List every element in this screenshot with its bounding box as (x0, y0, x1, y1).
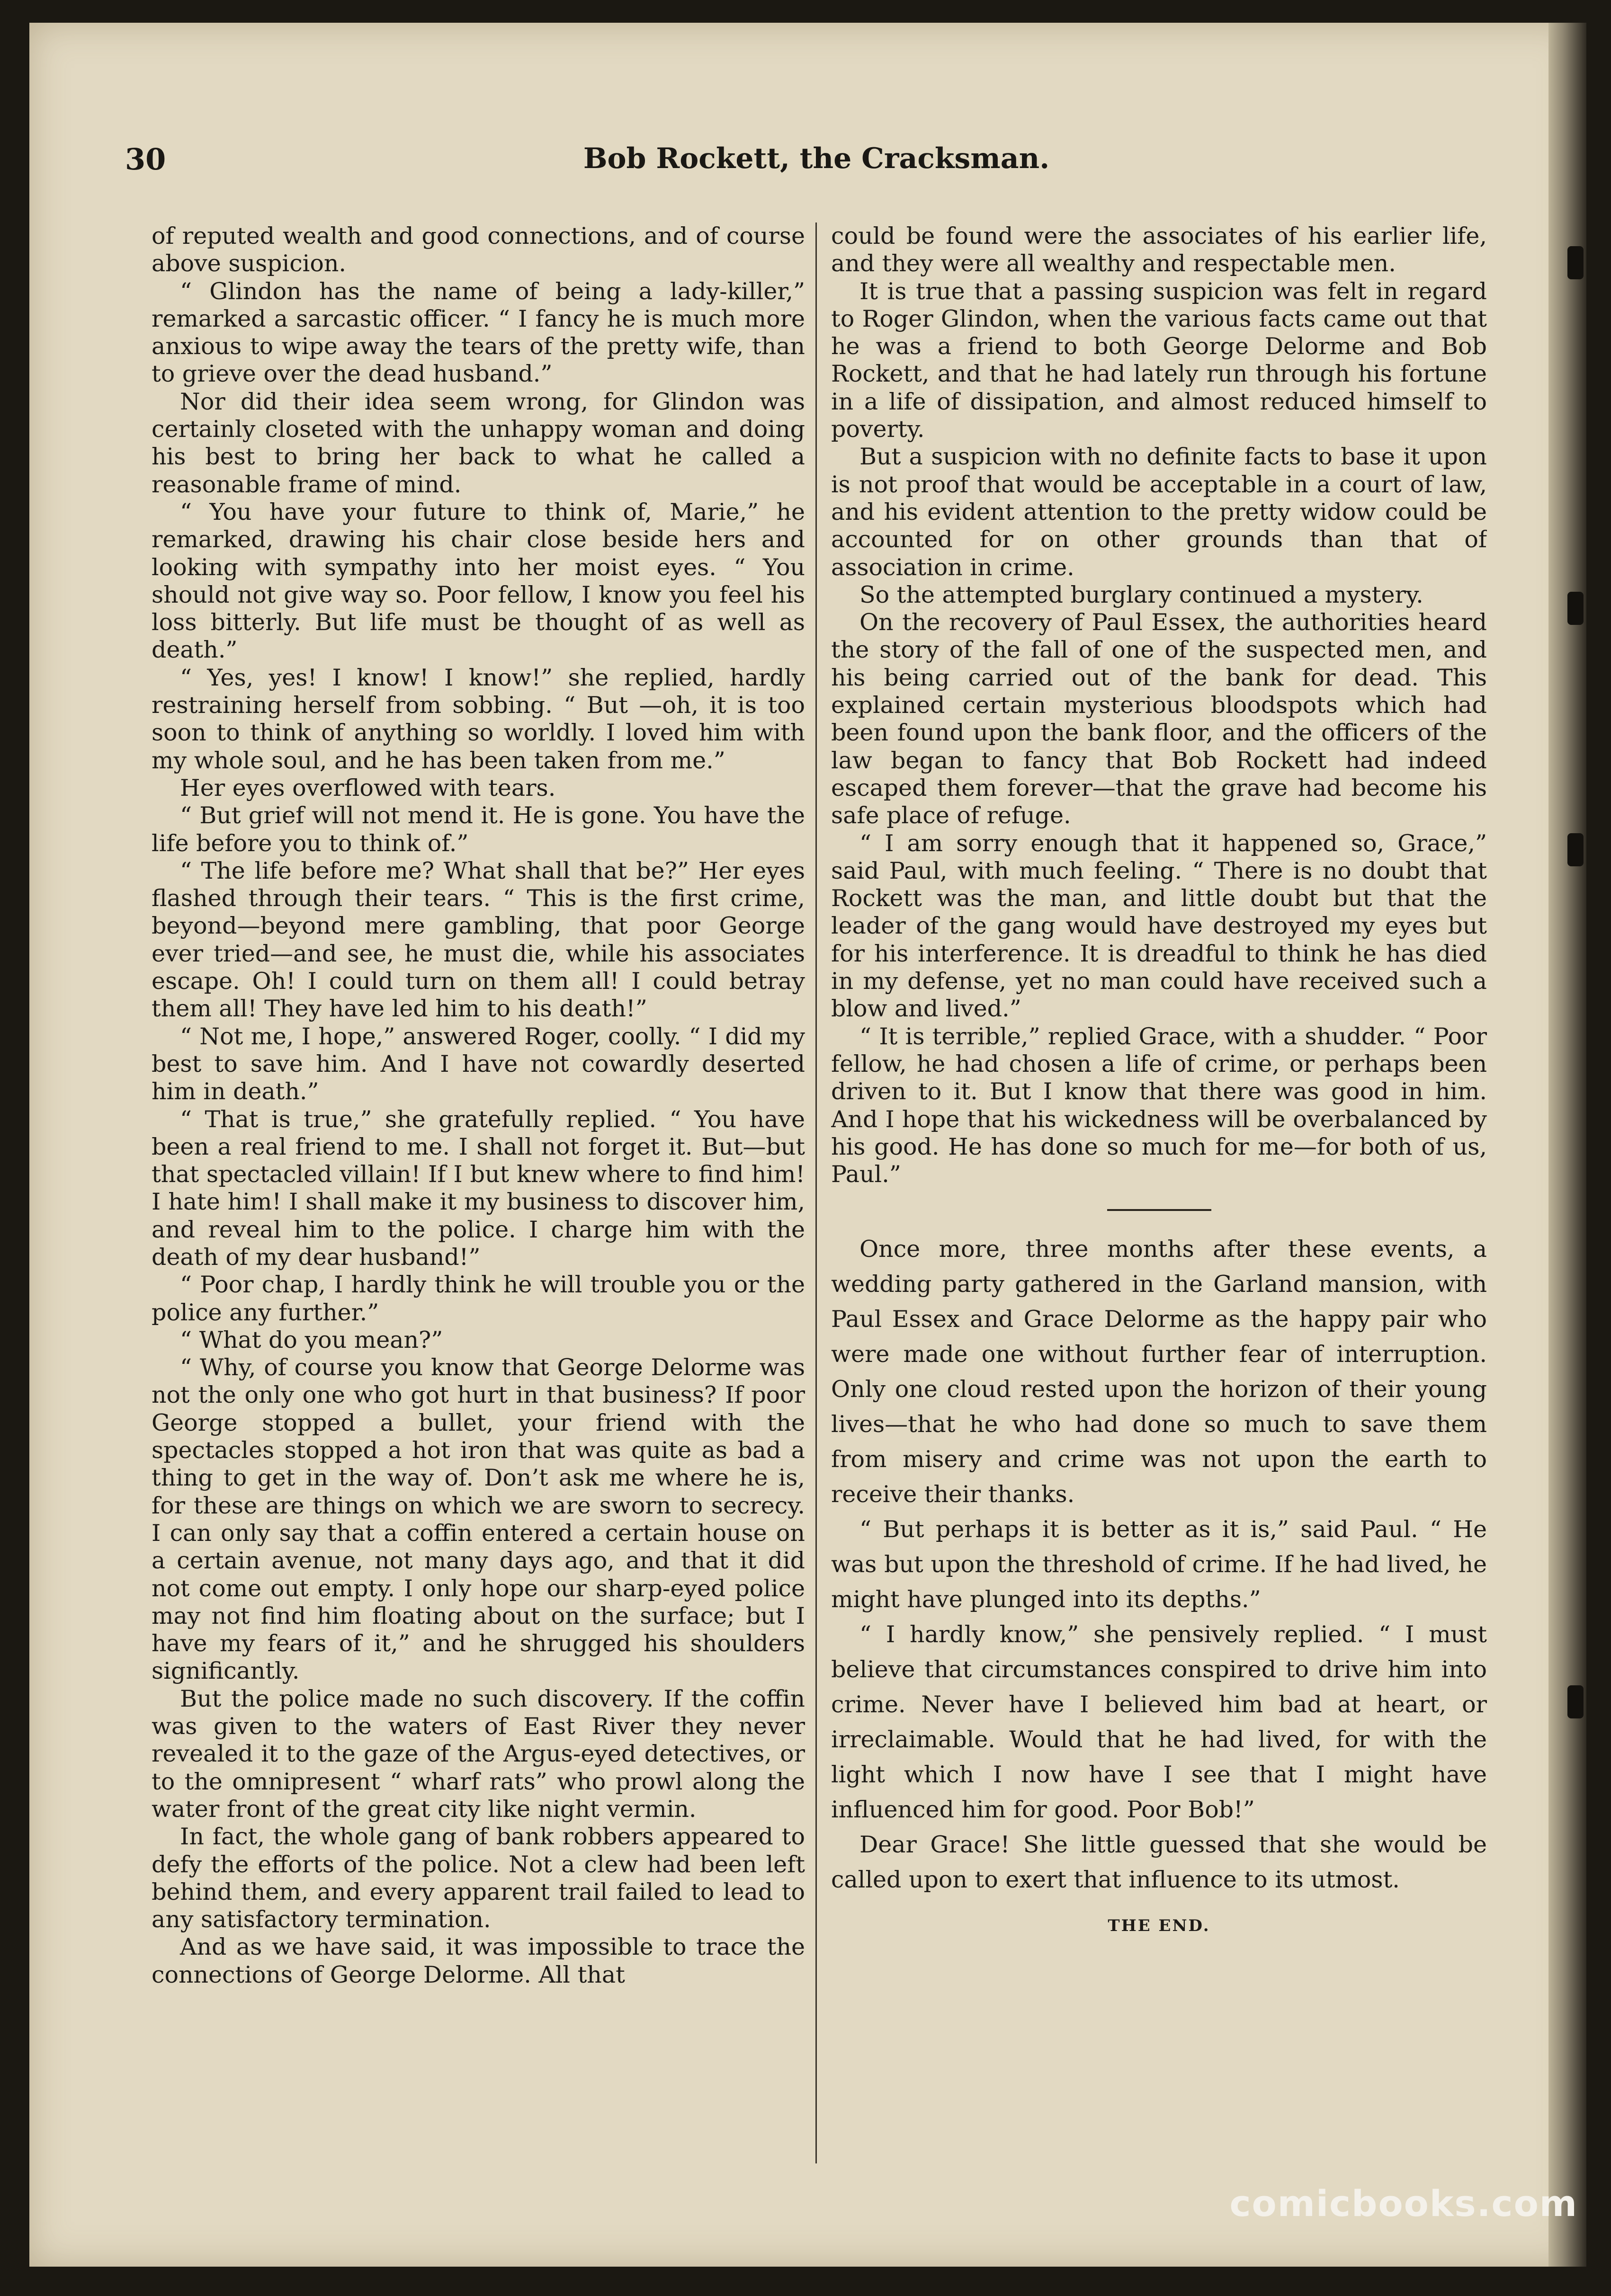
paragraph: In fact, the whole gang of bank robbers appeared to defy the efforts of the police. Not a clew had been left behind them, and every apparent trail failed to lead to any satisfactory termination. (152, 1823, 805, 1933)
paragraph: It is true that a passing suspicion was felt in regard to Roger Glindon, when the various facts came out that he was a friend to both George Delorme and Bob Rockett, and that he had lately run through his fortune in a life of dissipation, and almost reduced himself to poverty. (831, 277, 1487, 443)
paragraph: “ That is true,” she gratefully replied. “ You have been a real friend to me. I shall not forget it. But—but that spectacled villain! If I but knew where to find him! I hate him! I shall make it my business to discover him, and reveal him to the police. I charge him with the death of my dear husband!” (152, 1105, 805, 1271)
paragraph: “ Glindon has the name of being a lady-killer,” remarked a sarcastic officer. “ I fancy he is much more anxious to wipe away the tears of the pretty wife, than to grieve over the dead husband.” (152, 277, 805, 388)
paragraph: So the attempted burglary continued a mystery. (859, 581, 1423, 608)
paragraph: “ Poor chap, I hardly think he will trouble you or the police any further.” (152, 1271, 805, 1326)
paragraph: “ But grief will not mend it. He is gone. You have the life before you to think of.” (152, 802, 805, 857)
paragraph: But a suspicion with no definite facts to base it upon is not proof that would be acceptable in a court of law, and his evident attention to the pretty widow could be accounted for on other grounds than that of association in crime. (831, 443, 1487, 581)
paragraph: Once more, three months after these events, a wedding party gathered in the Garland mansion, with Paul Essex and Grace Delorme as the happy pair who were made one without further fear of interruption. Only one cloud rested upon the horizon of their young lives—that he who had done so much to save them from misery and crime was not upon the earth to receive their thanks. (831, 1236, 1487, 1508)
paragraph: “ What do you mean?” (180, 1326, 443, 1353)
paragraph: “ The life before me? What shall that be?” Her eyes flashed through their tears. “ This is the first crime, beyond—beyond mere gambling, that poor George ever tried—and see, he must die, while his associates escape. Oh! I could turn on them all! I could betray them all! They have led him to his death!” (152, 857, 805, 1023)
right-column (831, 222, 1487, 2187)
paragraph: Her eyes overflowed with tears. (180, 774, 556, 801)
binding-mark (1567, 592, 1584, 625)
page-edge (1548, 23, 1586, 2267)
paragraph: “ But perhaps it is better as it is,” said Paul. “ He was but upon the threshold of crime. If he had lived, he might have plunged into its depths.” (831, 1516, 1487, 1613)
paragraph: Dear Grace! She little guessed that she would be called upon to exert that influence to its utmost. (831, 1831, 1487, 1894)
paragraph: of reputed wealth and good connections, and of course above suspicion. (152, 222, 805, 277)
paragraph: “ Not me, I hope,” answered Roger, coolly. “ I did my best to save him. And I have not cowardly deserted him in death.” (152, 1023, 805, 1105)
binding-mark (1567, 833, 1584, 866)
right-column-bottom (831, 1232, 1487, 1897)
binding-mark (1567, 246, 1584, 279)
paragraph: “ I am sorry enough that it happened so, Grace,” said Paul, with much feeling. “ There is no doubt that Rockett was the man, and little doubt but that the leader of the gang would have destroyed my eyes but for his interference. It is dreadful to think he has died in my defense, yet no man could have received such a blow and lived.” (831, 829, 1487, 1023)
paragraph: could be found were the associates of his earlier life, and they were all wealthy and respectable men. (831, 222, 1487, 277)
left-column (152, 222, 805, 2187)
the-end-label: THE END. (1108, 1916, 1210, 1936)
paragraph: But the police made no such discovery. If the coffin was given to the waters of East River they never revealed it to the gaze of the Argus-eyed detectives, or to the omnipresent “ wharf rats” who prowl along the water front of the great city like night vermin. (152, 1685, 805, 1823)
paragraph: “ It is terrible,” replied Grace, with a shudder. “ Poor fellow, he had chosen a life of crime, or perhaps been driven to it. But I know that there was good in him. And I hope that his wickedness will be overbalanced by his good. He has done so much for me—for both of us, Paul.” (831, 1023, 1487, 1188)
column-rule (815, 222, 817, 2163)
page-number: 30 (125, 142, 166, 177)
right-column-top (831, 222, 1487, 1188)
paragraph: Nor did their idea seem wrong, for Glindon was certainly closeted with the unhappy woman and doing his best to bring her back to what he called a reasonable frame of mind. (152, 388, 805, 498)
paragraph: “ I hardly know,” she pensively replied. “ I must believe that circumstances conspired to drive him into crime. Never have I believed him bad at heart, or irreclaimable. Would that he had lived, for with the light which I now have I see that I might have influenced him for good. Poor Bob!” (831, 1621, 1487, 1824)
paragraph: “ Yes, yes! I know! I know!” she replied, hardly restraining herself from sobbing. “ But —oh, it is too soon to think of anything so worldly. I loved him with my whole soul, and he has been taken from me.” (152, 664, 805, 774)
watermark: comicbooks.com (1229, 2182, 1578, 2225)
section-divider (1107, 1209, 1211, 1211)
paragraph: “ You have your future to think of, Marie,” he remarked, drawing his chair close beside hers and looking with sympathy into her moist eyes. “ You should not give way so. Poor fellow, I know you feel his loss bitterly. But life must be thought of as well as death.” (152, 498, 805, 664)
page-header (125, 142, 1508, 194)
paragraph: On the recovery of Paul Essex, the authorities heard the story of the fall of one of the suspected men, and his being carried out of the bank for dead. This explained certain mysterious bloodspots which had been found upon the bank floor, and the officers of the law began to fancy that Bob Rockett had indeed escaped them forever—that the grave had become his safe place of refuge. (831, 609, 1487, 829)
running-title: Bob Rockett, the Cracksman. (583, 142, 1050, 175)
paragraph: And as we have said, it was impossible to trace the connections of George Delorme. All that (152, 1933, 805, 1988)
binding-mark (1567, 1685, 1584, 1718)
paragraph: “ Why, of course you know that George Delorme was not the only one who got hurt in that business? If poor George stopped a bullet, your friend with the spectacles stopped a hot iron that was quite as bad a thing to get in the way of. Don’t ask me where he is, for these are things on which we are sworn to secrecy. I can only say that a coffin entered a certain house on a certain avenue, not many days ago, and that it did not come out empty. I only hope our sharp-eyed police may not find him floating about on the surface; but I have my fears of it,” and he shrugged his shoulders significantly. (152, 1354, 805, 1685)
